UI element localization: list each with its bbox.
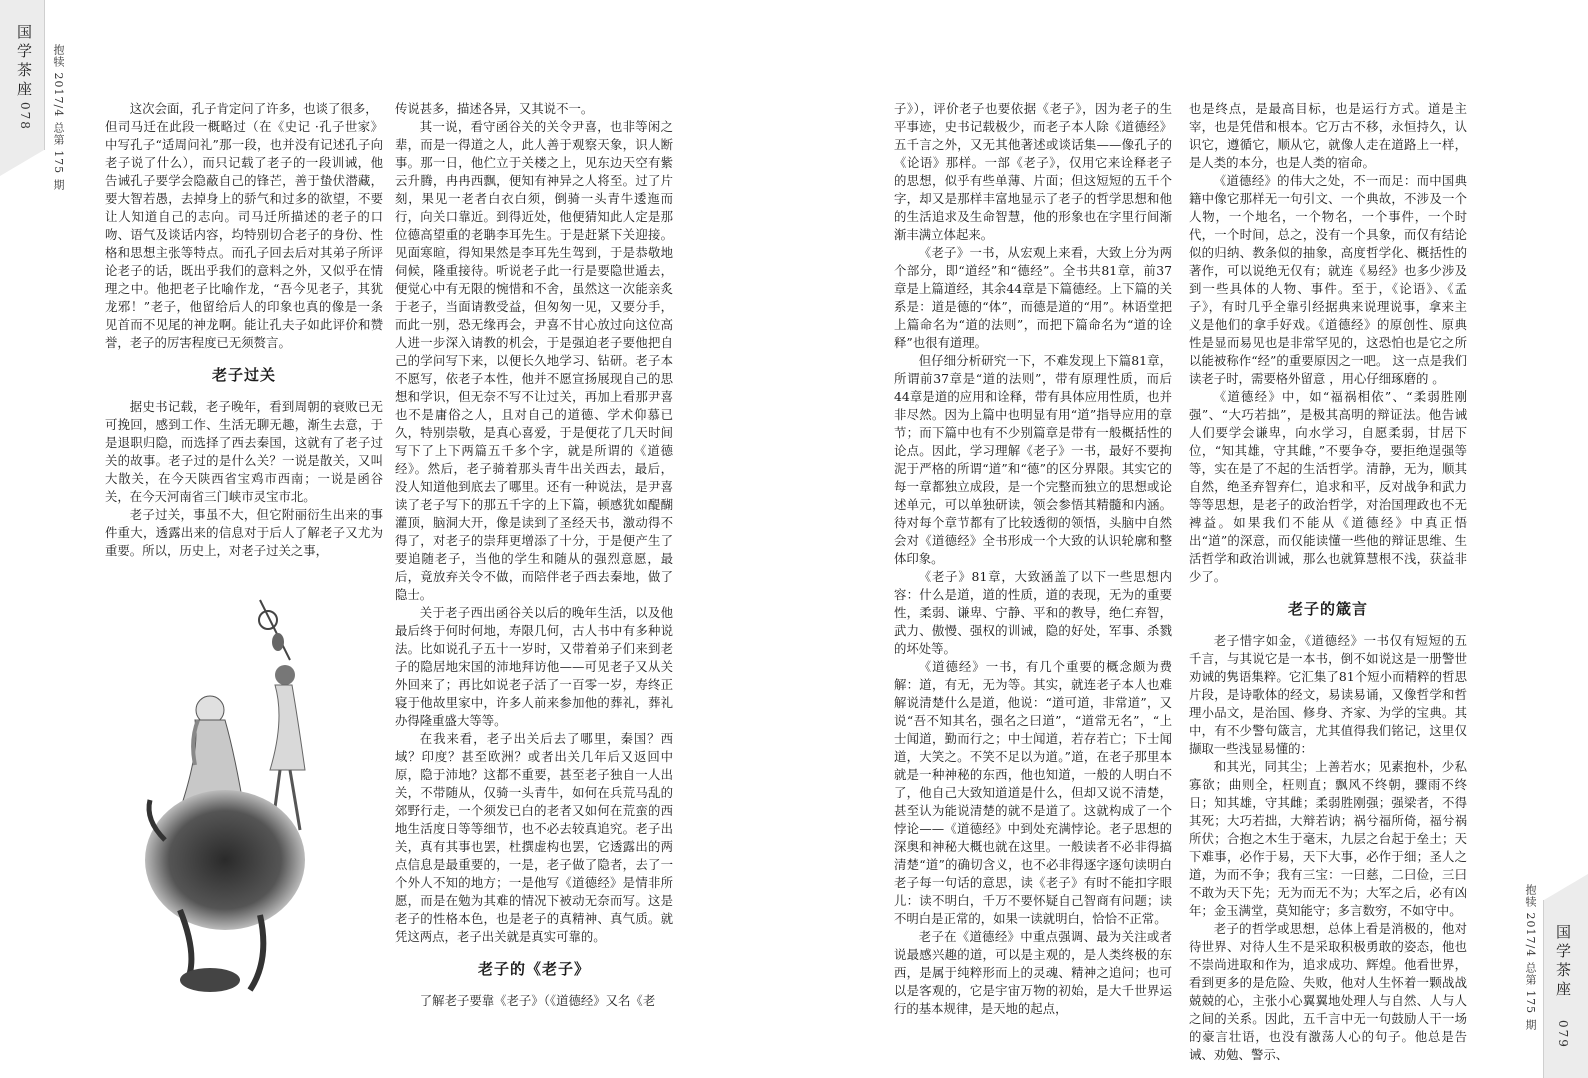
issue-label: 抱犊 2017/4 总第 175 期 bbox=[1524, 884, 1537, 1031]
issue-label: 抱犊 2017/4 总第 175 期 bbox=[52, 44, 65, 191]
paragraph: 了解老子要靠《老子》（《道德经》又名《老 bbox=[419, 993, 656, 1008]
paragraph: 传说甚多，描述各异，又其说不一。 bbox=[395, 101, 594, 116]
column-brand-label: 国学茶座 bbox=[15, 24, 33, 100]
paragraph: 《老子》一书，从宏观上来看，大致上分为两个部分，即“道经”和“德经”。全书共81章，前37章是上篇道经，其余44章是下篇德经。上下篇的关系是：道是德的“体”，而德是道的“用”。林语堂把上篇命名为“道的法则”，而把下篇命名为“道的诠释”也很有道理。 bbox=[894, 245, 1172, 350]
paragraph: 但仔细分析研究一下，不难发现上下篇81章，所谓前37章是“道的法则”，带有原理性质，而后44章是道的应用和诠释，带有具体应用性质，也并非尽然。因为上篇中也明显有用“道”指导应用的章节；而下篇中也有不少别篇章是带有一般概括性的论点。因此，学习理解《老子》一书，最好不要拘泥于严格的所谓“道”和“德”的区分界限。其实它的每一章都独立成段，是一个完整而独立的思想或论述单元，可以单独研读，领会参悟其精髓和内涵。待对每个章节都有了比较透彻的领悟，头脑中自然会对《道德经》全书形成一个大致的认识轮廓和整体印象。 bbox=[894, 353, 1172, 566]
right-column-1 bbox=[894, 100, 1172, 1018]
paragraph: 老子在《道德经》中重点强调、最为关注或者说最感兴趣的道，可以是主观的，是人类终极的东西，是属于纯粹形而上的灵魂、精神之追问；也可以是客观的，它是宇宙万物的初始，是大千世界运行的基本规律，是天地的起点， bbox=[894, 929, 1172, 1016]
paragraph: 《道德经》一书，有几个重要的概念颇为费解：道，有无，无为等。其实，就连老子本人也难解说清楚什么是道，他说：“道可道，非常道”，又说“吾不知其名，强名之曰道”，“道常无名”，“上士闻道，勤而行之；中士闻道，若存若亡；下士闻道，大笑之。不笑不足以为道。”道，在老子那里本就是一种神秘的东西，他也知道，一般的人明白不了，他自己大致知道道是什么，但却又说不清楚，甚至认为能说清楚的就不是道了。这就构成了一个悖论——《道德经》中到处充满悖论。老子思想的深奥和神秘大概也就在这里。一般读者不必非得搞清楚“道”的确切含义，也不必非得逐字逐句读明白老子每一句话的意思，读《老子》有时不能扣字眼儿：读不明白，千万不要怀疑自己智商有问题；读不明白是正常的，如果一读就明白，恰恰不正常。 bbox=[894, 659, 1172, 926]
column-brand-label: 国学茶座 bbox=[1554, 924, 1572, 1000]
left-page-number: 078 bbox=[18, 102, 32, 131]
paragraph: 在我来看，老子出关后去了哪里，秦国？西域？印度？甚至欧洲？或者出关几年后又返回中原，隐于沛地？这都不重要，甚至老子独自一人出关，不带随从，仅骑一头青牛，如何在兵荒马乱的郊野行走，一个须发已白的老者又如何在荒蛮的西地生活度日等等细节，也不必去较真追究。老子出关，真有其事也罢，杜撰虚构也罢，它透露出的两点信息是最重要的，一是，老子做了隐者，去了一个外人不知的地方；一是他写《道德经》是情非所愿，而是在勉为其难的情况下被动无奈而写。这是老子的性格本色，也是老子的真精神、真气质。就凭这两点，老子出关就是真实可靠的。 bbox=[395, 731, 673, 944]
paragraph: 老子的哲学或思想，总体上看是消极的，他对待世界、对待人生不是采取积极勇敢的姿态，他也不崇尚进取和作为，追求成功、辉煌。他看世界，看到更多的是危险、失败，他对人生怀着一颗战战兢兢的心，主张小心翼翼地处理人与自然、人与人之间的关系。因此，五千言中无一句鼓励人干一场的豪言壮语，也没有激荡人心的句子。他总是告诫、劝勉、警示、 bbox=[1189, 921, 1467, 1062]
paragraph: 《道德经》中，如“福祸相依”、“柔弱胜刚强”、“大巧若拙”，是极其高明的辩证法。他告诫人们要学会谦卑，向水学习，自愿柔弱，甘居下位，“知其雄，守其雌，”不要争夺，要拒绝逞强等等，实在是了不起的生活哲学。清静，无为，顺其自然，绝圣弃智弃仁，追求和平，反对战争和武力等等思想，是老子的政治哲学，对治国理政也不无裨益。如果我们不能从《道德经》中真正悟出“道”的深意，而仅能读懂一些他的辩证思维、生活哲学和政治训诫，那么也就算慧根不浅，获益非少了。 bbox=[1189, 389, 1467, 584]
left-column-2 bbox=[395, 100, 673, 1010]
paragraph: 也是终点，是最高目标，也是运行方式。道是主宰，也是凭借和根本。它万古不移，永恒持久，认识它，遵循它，顺从它，就像人走在道路上一样，是人类的本分，也是人类的宿命。 bbox=[1189, 101, 1467, 170]
paragraph: 据史书记载，老子晚年，看到周朝的衰败已无可挽回，感到工作、生活无聊无趣，渐生去意，于是退职归隐，而选择了西去秦国，这就有了老子过关的故事。老子过的是什么关？一说是散关，又叫大散关，在今天陕西省宝鸡市西南；一说是函谷关，在今天河南省三门峡市灵宝市北。 bbox=[105, 399, 383, 504]
paragraph: 关于老子西出函谷关以后的晚年生活，以及他最后终于何时何地，寿限几何，古人书中有多种说法。比如说孔子五十一岁时，又带着弟子们来到老子的隐居地宋国的沛地拜访他——可见老子又从关外回来了；再比如说老子活了一百零一岁，寿终正寝于他故里家中，许多人前来参加他的葬礼，葬礼办得隆重盛大等等。 bbox=[395, 605, 673, 728]
paragraph: 子》），评价老子也要依据《老子》，因为老子的生平事迹，史书记载极少，而老子本人除《道德经》五千言之外，又无其他著述或谈话集——像孔子的《论语》那样。一部《老子》，仅用它来诠释老子的思想，似乎有些单薄、片面；但这短短的五千个字，却又是那样丰富地显示了老子的哲学思想和他的生活追求及生命智慧，他的形象也在字里行间渐渐丰满立体起来。 bbox=[894, 101, 1172, 242]
section-heading: 老子过关 bbox=[211, 366, 276, 384]
paragraph: 但司马迁在此段一概略过（在《史记 ·孔子世家》中写孔子“适周问礼”那一段，也并没有记述孔子向老子说了什么），而只记载了老子的一段训诫，他告诫孔子要学会隐蔽自己的锋芒，善于蛰伏潜藏，要大智若愚，去掉身上的骄气和过多的欲望，不要让人知道自己的志向。司马迁所描述的老子的口吻、语气及谈话内容，均特别切合老子的身份、性格和思想主张等特点。而孔子回去后对其弟子所评论老子的话，既出乎我们的意料之外，又似乎在情理之中。他把老子比喻作龙，“吾今见老子，其犹龙邪！”老子，他留给后人的印象也真的像是一条见首而不见尾的神龙啊。能让孔夫子如此评价和赞誉，老子的厉害程度已无须赘言。 bbox=[105, 119, 383, 350]
right-page bbox=[794, 0, 1588, 1078]
right-column-2 bbox=[1189, 100, 1467, 1064]
paragraph: 《道德经》的伟大之处，不一而足：而中国典籍中像它那样无一句引文、一个典故，不涉及一个人物，一个地名，一个物名，一个事件，一个时代，一个时间，总之，没有一个具象，而仅有结论似的归纳、教条似的抽象，高度哲学化、概括性的著作，可以说绝无仅有；就连《易经》也多少涉及到一些具体的人物、事件。至于，《论语》、《孟子》，有时几乎全靠引经据典来说理说事，拿来主义是他们的拿手好戏。《道德经》的原创性、原典性是显而易见也是非常罕见的，这恐怕也是它之所以能被称作“经”的重要原因之一吧。 这一点是我们读老子时，需要格外留意 ，用心仔细琢磨的 。 bbox=[1189, 173, 1467, 386]
left-column-1 bbox=[105, 100, 383, 560]
paragraph: 《老子》81章，大致涵盖了以下一些思想内容：什么是道，道的性质，道的表现，无为的重要性，柔弱、谦卑、宁静、平和的教导，绝仁弃智，武力、傲慢、强权的训诫，隐的好处，军事、杀戮的坏处等。 bbox=[894, 569, 1172, 656]
paragraph: 这次会面，孔子肯定问了许多，也谈了很多， bbox=[129, 101, 378, 116]
right-page-number: 079 bbox=[1556, 1020, 1570, 1049]
paragraph: 其一说，看守函谷关的关令尹喜，也非等闲之辈，而是一得道之人，此人善于观察天象，识人断事。那一日，他伫立于关楼之上，见东边天空有紫云升腾，冉冉西飘，便知有神异之人将至。过了片刻，果见一老者白衣白须，倒骑一头青牛逶迤而行，向关口靠近。到得近处，他便猜知此人定是那位德高望重的老聃李耳先生。于是赶紧下关迎接。见面寒暄，得知果然是李耳先生驾到，于是恭敬地伺候，隆重接待。听说老子此一行是要隐世遁去，便觉心中有无限的惋惜和不舍，虽然这一次能亲炙于老子，当面请教受益，但匆匆一见，又要分手，而此一别，恐无缘再会，尹喜不甘心放过向这位高人进一步深入请教的机会，于是强迫老子要他把自己的学问写下来，以便长久地学习、钻研。老子本不愿写，依老子本性，他并不愿宣扬展现自己的思想和学识，但无奈不写不让过关，再加上看那尹喜也不是庸俗之人，且对自己的道德、学术仰慕已久，特别崇敬，是真心喜爱，于是便花了几天时间写下了上下两篇五千多个字，就是所谓的《道德经》。然后，老子骑着那头青牛出关西去，最后，没人知道他到底去了哪里。还有一种说法，是尹喜读了老子写下的那五千字的上下篇，顿感犹如醍醐灌顶，脑洞大开，像是读到了圣经天书，激动得不得了，对老子的崇拜更增添了十分，于是便产生了要追随老子，当他的学生和随从的强烈意愿，最后，竟放弃关令不做，而陪伴老子西去秦地，做了隐士。 bbox=[395, 119, 673, 602]
section-heading: 老子的箴言 bbox=[1287, 600, 1368, 618]
section-heading: 老子的《老子》 bbox=[477, 960, 590, 978]
aphorism-list: 和其光，同其尘；上善若水；见素抱朴，少私寡欲；曲则全，枉则直；飘风不终朝，骤雨不终日；知其雄，守其雌；柔弱胜刚强；强梁者，不得其死；大巧若拙，大辩若讷；祸兮福所倚，福兮祸所伏；合抱之木生于毫末，九层之台起于垒土；天下难事，必作于易，天下大事，必作于细；圣人之道，为而不争；我有三宝：一曰慈，二曰俭，三曰不敢为天下先；无为而无不为；大军之后，必有凶年；金玉满堂，莫知能守；多言数穷，不如守中。 bbox=[1189, 759, 1467, 918]
paragraph: 老子过关，事虽不大，但它附丽衍生出来的事件重大，透露出来的信息对于后人了解老子又尤为重要。所以，历史上，对老子过关之事， bbox=[105, 507, 383, 558]
paragraph: 老子惜字如金，《道德经》一书仅有短短的五千言，与其说它是一本书，倒不如说这是一册警世劝诫的隽语集粹。它汇集了81个短小而精粹的哲思片段，是诗歌体的经文，易读易诵，又像哲学和哲理小品文，是治国、修身、齐家、为学的宝典。其中，有不少警句箴言，尤其值得我们铭记，这里仅撷取一些浅显易懂的： bbox=[1189, 633, 1467, 756]
laozi-riding-ox-illustration bbox=[140, 580, 350, 1000]
